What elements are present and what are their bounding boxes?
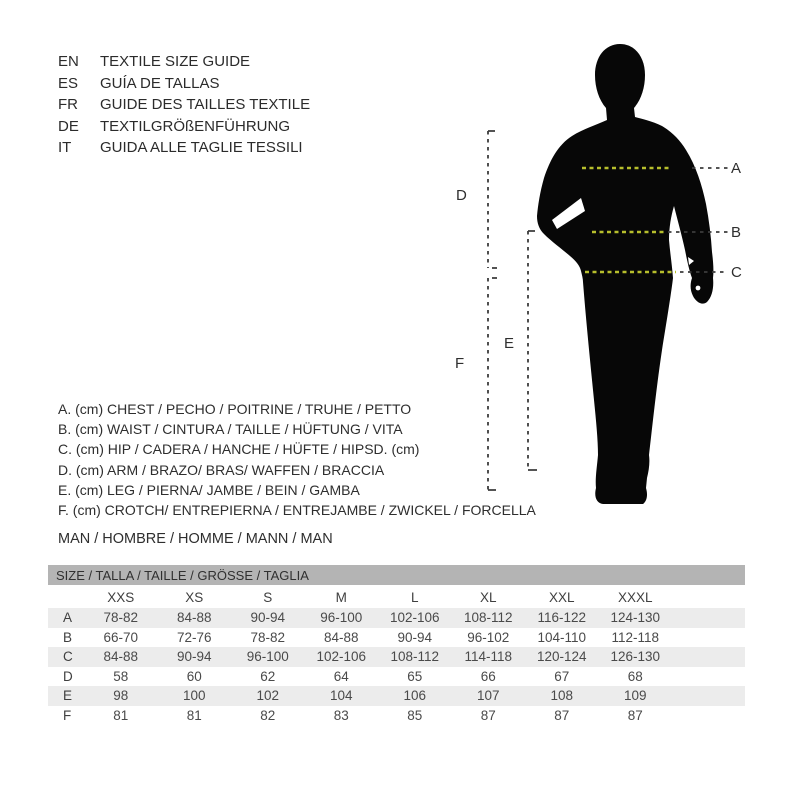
language-title: TEXTILGRÖßENFÜHRUNG [100,117,291,135]
cell: 104 [329,688,353,704]
table-row [48,667,745,687]
table-header-text: SIZE / TALLA / TAILLE / GRÖSSE / TAGLIA [56,567,309,583]
cell: 120-124 [536,649,587,665]
cell: 107 [476,688,500,704]
table-row [48,647,745,667]
cell: 81 [113,707,129,723]
column-header-xl: XL [479,590,497,605]
cell: 124-130 [610,610,661,626]
cell: 83 [333,707,349,723]
language-row [58,51,310,73]
column-header-l: L [410,590,419,605]
cell: 64 [333,668,349,684]
cell: 78-82 [250,629,286,645]
cell: 96-102 [467,629,510,645]
row-label: A [63,610,73,626]
row-label: F [63,707,72,723]
cell: 90-94 [176,649,212,665]
category-man-label: MAN / HOMBRE / HOMME / MANN / MAN [58,531,333,547]
row-label: E [63,688,73,704]
cell: 104-110 [537,629,587,645]
label-waist: B [731,224,742,241]
cell: 98 [113,688,129,704]
cell: 85 [407,707,423,723]
table-row [48,608,745,628]
cell: 72-76 [176,629,212,645]
cell: 87 [480,707,496,723]
cell: 60 [186,668,202,684]
label-hip: C [731,264,742,281]
cell: 108 [550,688,574,704]
thumb-highlight [696,286,701,291]
cell: 102-106 [316,649,367,665]
cell: 116-122 [537,610,587,626]
table-header-bar [48,565,745,585]
legend-item-hip: C. (cm) HIP / CADERA / HANCHE / HÜFTE / HIPSD. (cm) [58,441,420,458]
language-title: GUÍA DE TALLAS [100,74,220,92]
cell: 90-94 [397,629,433,645]
table-row [48,706,745,726]
cell: 84-88 [323,629,359,645]
language-title: GUIDA ALLE TAGLIE TESSILI [100,139,303,157]
language-code: ES [58,74,79,92]
cell: 78-82 [103,610,139,626]
cell: 82 [260,707,276,723]
language-code: IT [58,139,72,157]
legend-item-leg: E. (cm) LEG / PIERNA/ JAMBE / BEIN / GAMBA [58,481,360,498]
cell: 96-100 [320,610,363,626]
table-row [48,628,745,648]
cell: 100 [182,688,206,704]
cell: 87 [627,707,643,723]
row-label: C [63,649,73,665]
language-code: DE [58,117,79,135]
column-header-xxs: XXS [107,590,135,605]
cell: 96-100 [246,649,289,665]
language-code: FR [58,96,78,114]
cell: 66-70 [103,629,139,645]
cell: 81 [186,707,202,723]
column-header-m: M [335,590,347,605]
label-arm: D [456,187,467,204]
cell: 109 [623,688,647,704]
language-code: EN [58,53,79,71]
legend-item-waist: B. (cm) WAIST / CINTURA / TAILLE / HÜFTUNG / VITA [58,421,403,438]
label-chest: A [731,160,742,177]
measurement-legend [58,399,536,520]
language-row [58,94,310,116]
cell: 66 [480,668,496,684]
cell: 108-112 [390,649,440,665]
man-silhouette [537,44,713,504]
cell: 65 [407,668,423,684]
language-row [58,137,310,159]
column-header-xs: XS [185,590,204,605]
cell: 84-88 [103,649,139,665]
column-header-xxxl: XXXL [617,590,653,605]
legend-item-chest: A. (cm) CHEST / PECHO / POITRINE / TRUHE / PETTO [58,401,412,417]
language-title: TEXTILE SIZE GUIDE [100,53,251,71]
legend-item-crotch: F. (cm) CROTCH/ ENTREPIERNA / ENTREJAMBE / ZWICKEL / FORCELLA [58,501,536,518]
legend-item-arm: D. (cm) ARM / BRAZO/ BRAS/ WAFFEN / BRACCIA [58,461,385,478]
cell: 68 [627,668,643,684]
cell: 106 [403,688,427,704]
cell: 62 [260,668,276,684]
language-row [58,116,310,138]
language-row [58,73,310,95]
cell: 90-94 [250,610,286,626]
table-column-header-row [48,587,745,608]
label-leg: E [504,335,515,352]
cell: 126-130 [610,649,661,665]
cell: 114-118 [464,649,513,665]
cell: 102 [256,688,280,704]
cell: 67 [554,668,570,684]
language-title-list [58,51,310,159]
table-row [48,686,745,706]
cell: 102-106 [389,610,440,626]
size-table [48,565,745,725]
cell: 112-118 [611,629,660,645]
column-header-xxl: XXL [548,590,575,605]
language-title: GUIDE DES TAILLES TEXTILE [100,96,311,114]
cell: 84-88 [176,610,212,626]
cell: 58 [113,668,129,684]
row-label: B [63,629,73,645]
label-crotch: F [455,355,465,372]
cell: 87 [554,707,570,723]
column-header-s: S [263,590,273,605]
row-label: D [63,668,73,684]
cell: 108-112 [463,610,513,626]
